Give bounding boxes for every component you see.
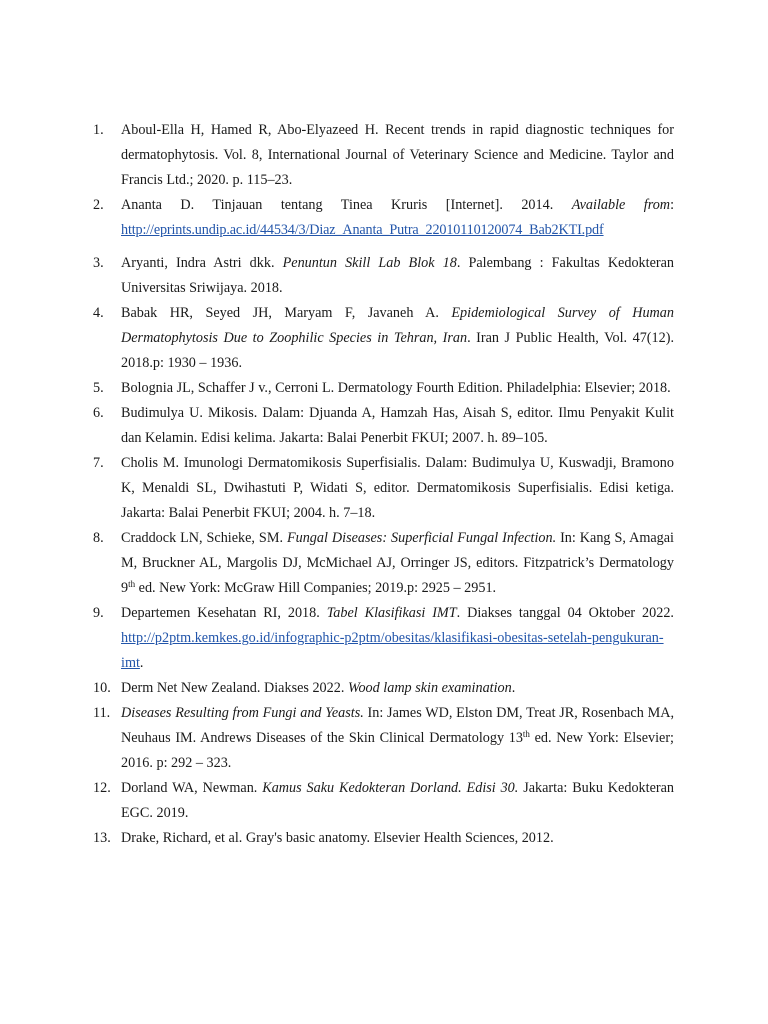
reference-number: 9. bbox=[93, 605, 104, 621]
reference-italic: Tabel Klasifikasi IMT bbox=[326, 605, 457, 621]
reference-item-3 bbox=[93, 251, 674, 301]
reference-text: Departemen Kesehatan RI, 2018. bbox=[121, 605, 327, 621]
reference-text: . Diakses tanggal 04 Oktober 2022. bbox=[456, 605, 674, 621]
reference-text: ed. New York: McGraw Hill Companies; 2019.p: 2925 – 2951. bbox=[135, 580, 497, 596]
reference-text: Craddock LN, Schieke, SM. bbox=[121, 530, 287, 546]
reference-text: Budimulya U. Mikosis. Dalam: Djuanda A, Hamzah Has, Aisah S, editor. Ilmu Penyakit Kulit dan Kelamin. Edisi kelima. Jakarta: Balai Penerbit FKUI; 2007. h. 89–105. bbox=[121, 405, 674, 446]
reference-number: 3. bbox=[93, 255, 104, 271]
reference-number: 6. bbox=[93, 405, 104, 421]
reference-item-5 bbox=[93, 376, 674, 401]
reference-italic: Fungal Diseases: Superficial Fungal Infection. bbox=[286, 530, 557, 546]
reference-text: Dorland WA, Newman. bbox=[121, 780, 263, 796]
reference-text: ed. New York: Elsevier; 2016. p: 292 – 323. bbox=[121, 730, 674, 771]
reference-item-13 bbox=[93, 826, 674, 851]
reference-text: . Iran J Public Health, Vol. 47(12). 2018.p: 1930 – 1936. bbox=[121, 330, 674, 371]
reference-number: 11. bbox=[93, 705, 111, 721]
reference-italic: Penuntun Skill Lab Blok 18 bbox=[282, 255, 457, 271]
reference-text: In: James WD, Elston DM, Treat JR, Rosenbach MA, Neuhaus IM. Andrews Diseases of the Skin Clinical Dermatology 13 bbox=[121, 705, 674, 746]
superscript: th bbox=[128, 579, 136, 589]
reference-link[interactable]: http://eprints.undip.ac.id/44534/3/Diaz_Ananta_Putra_22010110120074_Bab2KTI.pdf bbox=[121, 222, 604, 238]
reference-number: 2. bbox=[93, 197, 104, 213]
reference-text: : bbox=[670, 197, 675, 213]
reference-link[interactable]: http://p2ptm.kemkes.go.id/infographic-p2ptm/obesitas/klasifikasi-obesitas-setelah-pengukuran-imt bbox=[121, 630, 664, 671]
reference-number: 13. bbox=[93, 830, 111, 846]
reference-italic: Available from bbox=[571, 197, 671, 213]
reference-text: Derm Net New Zealand. Diakses 2022. bbox=[121, 680, 348, 696]
reference-item-6 bbox=[93, 401, 674, 451]
reference-number: 10. bbox=[93, 680, 111, 696]
reference-item-12 bbox=[93, 776, 674, 826]
reference-text: Jakarta: Buku Kedokteran EGC. 2019. bbox=[121, 780, 674, 821]
reference-number: 8. bbox=[93, 530, 104, 546]
reference-number: 4. bbox=[93, 305, 104, 321]
reference-item-11 bbox=[93, 701, 674, 776]
reference-text: . bbox=[511, 680, 516, 696]
reference-item-9 bbox=[93, 601, 674, 676]
reference-italic: Kamus Saku Kedokteran Dorland. Edisi 30. bbox=[262, 780, 519, 796]
reference-number: 1. bbox=[93, 122, 104, 138]
reference-text: Bolognia JL, Schaffer J v., Cerroni L. Dermatology Fourth Edition. Philadelphia: Elsevier; 2018. bbox=[121, 380, 671, 396]
reference-italic: Epidemiological Survey of Human Dermatophytosis Due to Zoophilic Species in Tehran, Iran bbox=[121, 305, 674, 346]
reference-text: In: Kang S, Amagai M, Bruckner AL, Margolis DJ, McMichael AJ, Orringer JS, editors. Fitzpatrick’s Dermatology 9 bbox=[121, 530, 674, 596]
reference-text: Ananta D. Tinjauan tentang Tinea Kruris [Internet]. 2014. bbox=[121, 197, 572, 213]
reference-number: 7. bbox=[93, 455, 104, 471]
reference-text: Aryanti, Indra Astri dkk. bbox=[121, 255, 283, 271]
reference-item-4 bbox=[93, 301, 674, 376]
reference-number: 5. bbox=[93, 380, 104, 396]
reference-italic: Wood lamp skin examination bbox=[347, 680, 512, 696]
reference-text: Drake, Richard, et al. Gray's basic anatomy. Elsevier Health Sciences, 2012. bbox=[121, 830, 554, 846]
reference-text: Cholis M. Imunologi Dermatomikosis Superfisialis. Dalam: Budimulya U, Kuswadji, Bramono K, Menaldi SL, Dwihastuti P, Widati S, editor. Dermatomikosis Superfisialis. Edisi ketiga. Jakarta: Balai Penerbit FKUI; 2004. h. 7–18. bbox=[121, 455, 674, 521]
reference-italic: Diseases Resulting from Fungi and Yeasts. bbox=[121, 705, 364, 721]
reference-item-1 bbox=[93, 118, 674, 193]
reference-text: . bbox=[139, 655, 144, 671]
reference-item-10 bbox=[93, 676, 674, 701]
reference-item-2 bbox=[93, 193, 674, 243]
superscript: th bbox=[522, 729, 530, 739]
reference-text: . Palembang : Fakultas Kedokteran Universitas Sriwijaya. 2018. bbox=[121, 255, 674, 296]
reference-item-7 bbox=[93, 451, 674, 526]
reference-list bbox=[93, 118, 674, 851]
reference-text: Aboul-Ella H, Hamed R, Abo-Elyazeed H. Recent trends in rapid diagnostic techniques for dermatophytosis. Vol. 8, International Journal of Veterinary Science and Medicine. Taylor and Francis Ltd.; 2020. p. 115–23. bbox=[121, 122, 674, 188]
reference-number: 12. bbox=[93, 780, 111, 796]
reference-item-8 bbox=[93, 526, 674, 601]
reference-text: Babak HR, Seyed JH, Maryam F, Javaneh A. bbox=[121, 305, 452, 321]
